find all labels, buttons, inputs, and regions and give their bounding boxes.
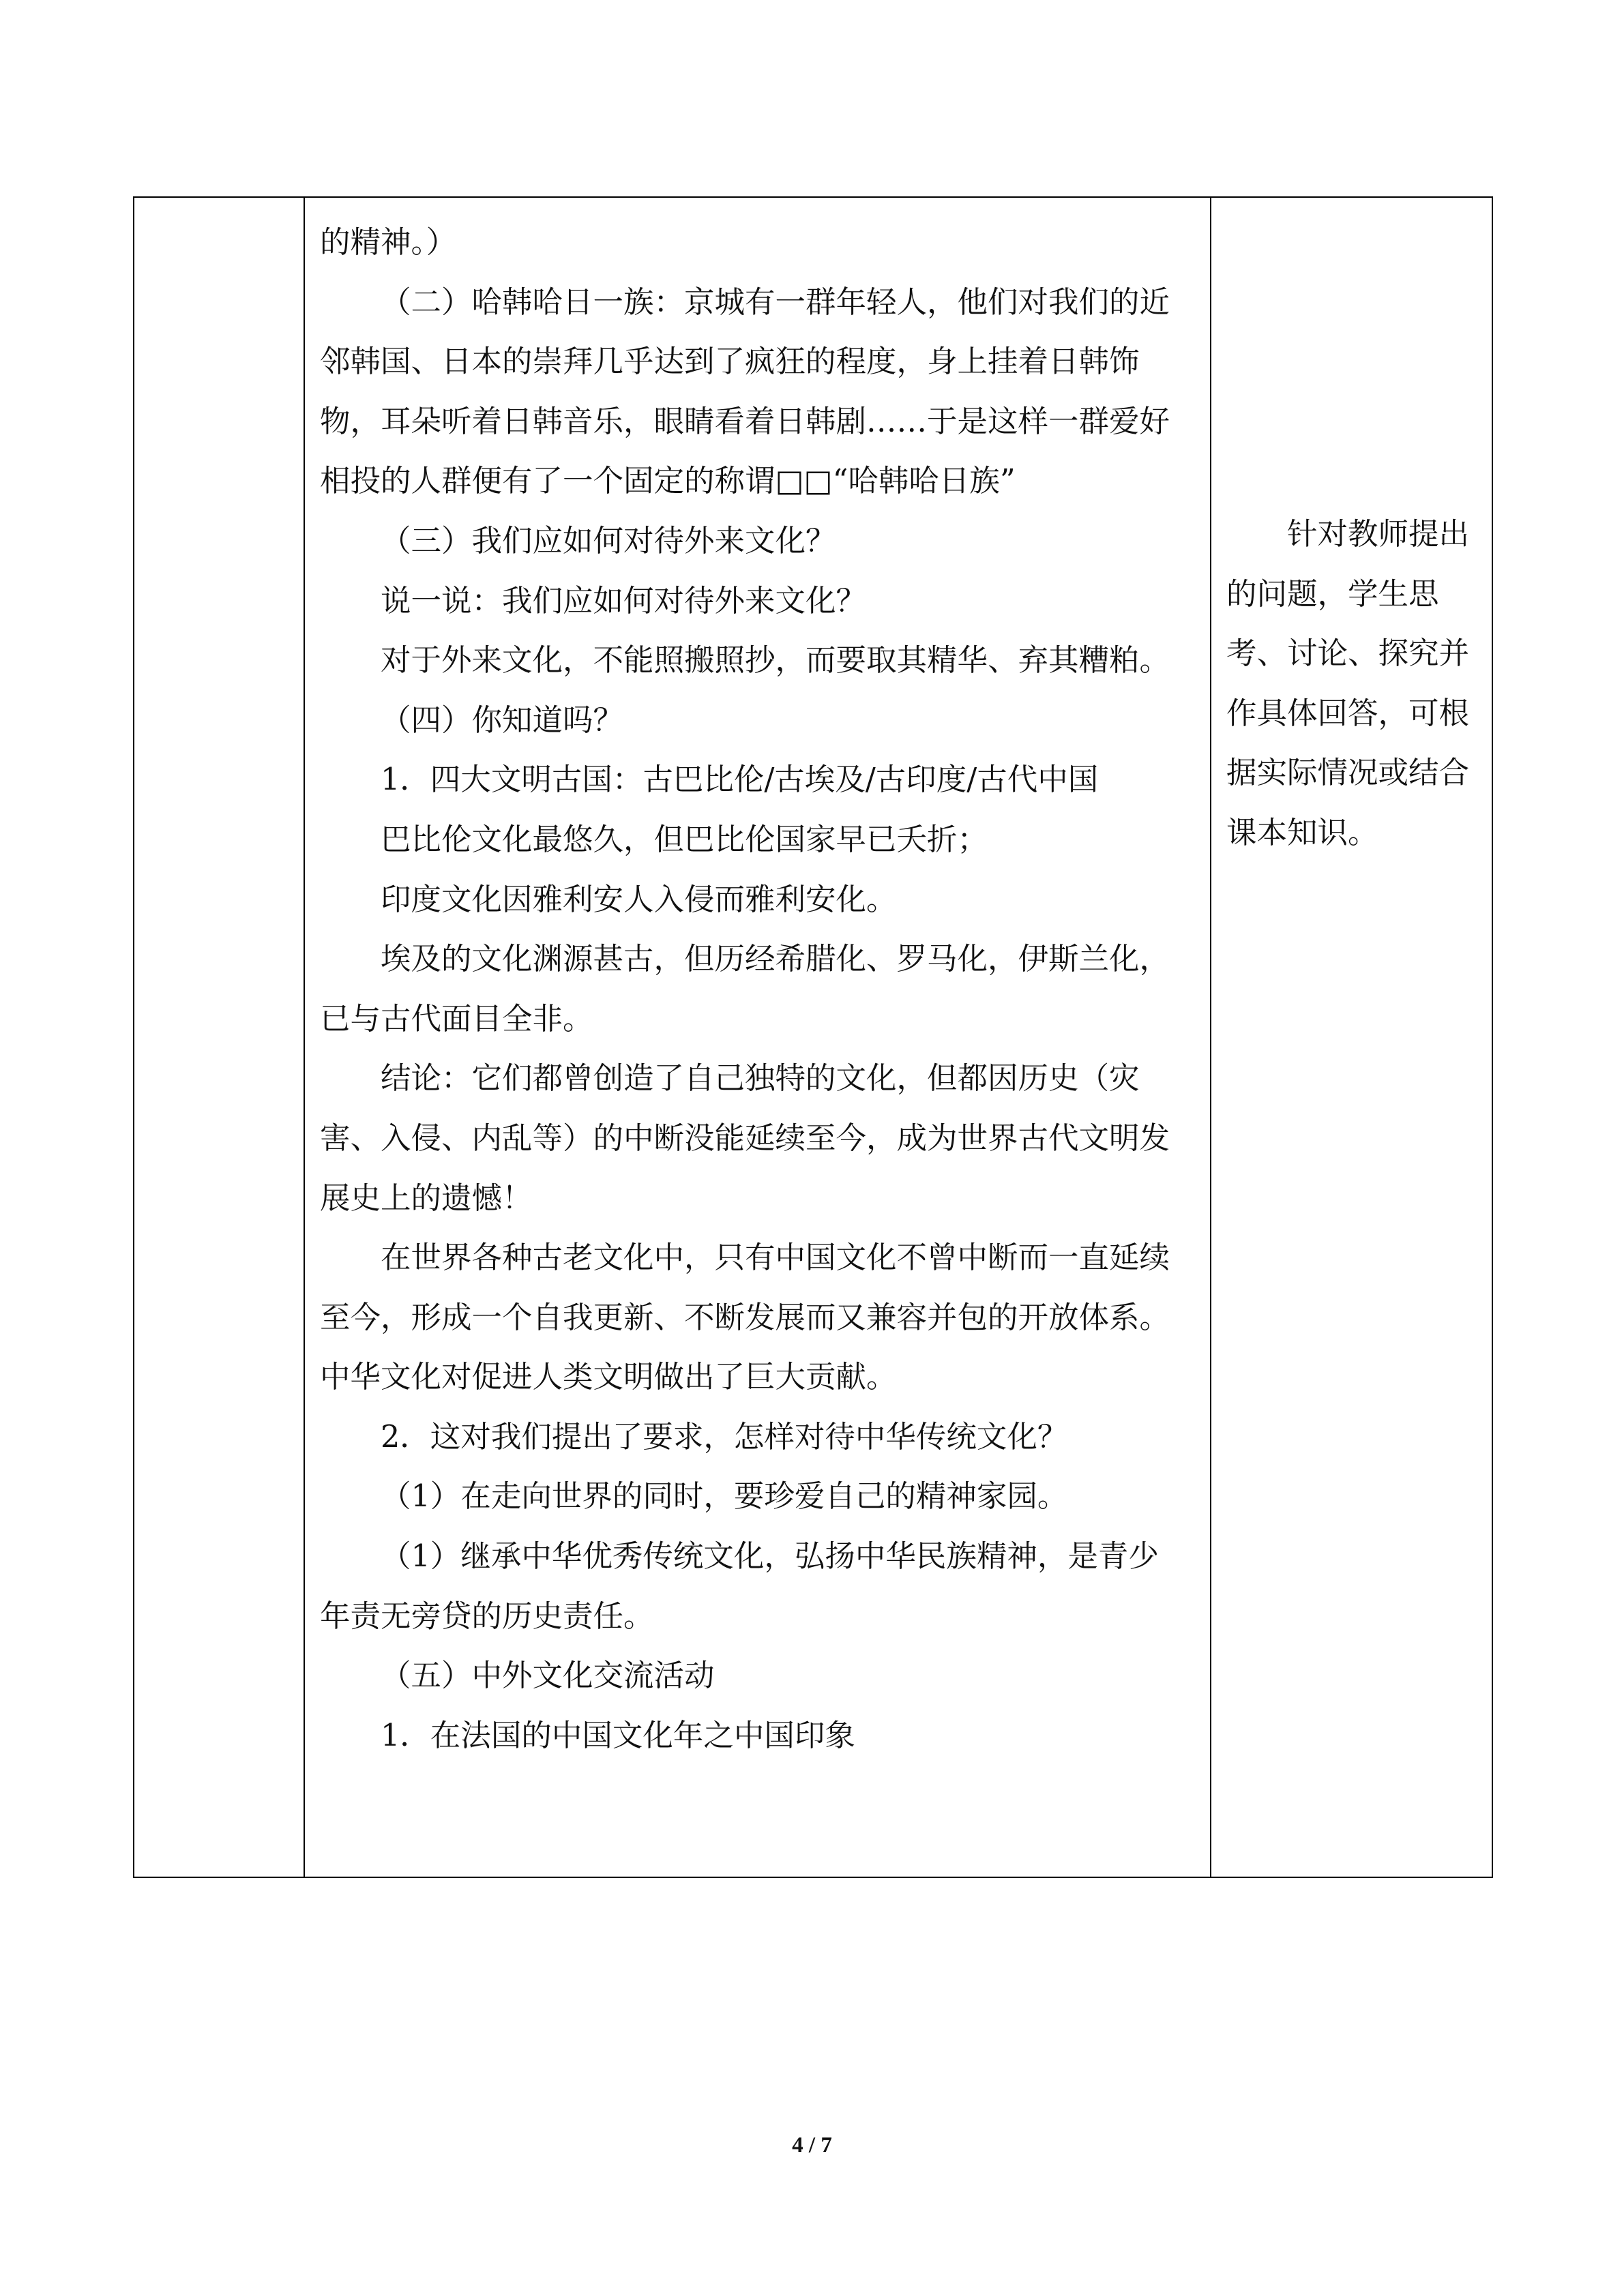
paragraph-discussion-prompt: 说一说：我们应如何对待外来文化？	[381, 583, 867, 618]
table-row	[134, 197, 1492, 1877]
paragraph-point-1b: （1）继承中华优秀传统文化，弘扬中华民族精神，是青少年责无旁贷的历史责任。	[320, 1539, 1159, 1634]
side-note-text: 针对教师提出的问题，学生思考、讨论、探究并作具体回答，可根据实际情况或结合课本知识。	[1226, 517, 1470, 850]
paragraph-hanri-group: （二）哈韩哈日一族：京城有一群年轻人，他们对我们的近邻韩国、日本的崇拜几乎达到了疯狂的程度，身上挂着日韩饰物，耳朵听着日韩音乐，眼睛看着日韩剧……于是这样一群爱好相投的人群便有了一个固定的称谓□□“哈韩哈日族”	[320, 284, 1170, 499]
side-note-cell	[1211, 197, 1492, 1877]
main-content-cell	[304, 197, 1211, 1877]
paragraph-france-china-year: 1．在法国的中国文化年之中国印象	[381, 1718, 855, 1753]
paragraph-point-1a: （1）在走向世界的同时，要珍爱自己的精神家园。	[381, 1479, 1068, 1515]
heading-cultural-exchange: （五）中外文化交流活动	[381, 1658, 715, 1694]
paragraph-babylon: 巴比伦文化最悠久，但巴比伦国家早已夭折；	[381, 822, 988, 857]
paragraph-chinese-culture: 在世界各种古老文化中，只有中国文化不曾中断而一直延续至今，形成一个自我更新、不断发展而又兼容并包的开放体系。中华文化对促进人类文明做出了巨大贡献。	[320, 1240, 1170, 1395]
paragraph-requirements: 2．这对我们提出了要求，怎样对待中华传统文化？	[381, 1419, 1068, 1455]
paragraph-foreign-culture-answer: 对于外来文化，不能照搬照抄，而要取其精华、弃其糟粕。	[381, 643, 1170, 679]
paragraph-india: 印度文化因雅利安人入侵而雅利安化。	[381, 882, 897, 917]
main-content	[305, 198, 1210, 1765]
paragraph-egypt: 埃及的文化渊源甚古，但历经希腊化、罗马化，伊斯兰化，已与古代面目全非。	[320, 942, 1170, 1037]
heading-foreign-culture: （三）我们应如何对待外来文化？	[381, 523, 836, 558]
left-column-cell	[134, 197, 304, 1877]
page-number: 4 / 7	[792, 2133, 832, 2158]
lesson-table	[133, 196, 1493, 1878]
heading-did-you-know: （四）你知道吗？	[381, 702, 624, 738]
paragraph-conclusion: 结论：它们都曾创造了自己独特的文化，但都因历史（灾害、入侵、内乱等）的中断没能延续至今，成为世界古代文明发展史上的遗憾！	[320, 1061, 1170, 1216]
paragraph-four-civilizations: 1．四大文明古国：古巴比伦/古埃及/古印度/古代中国	[381, 762, 1099, 798]
paragraph-continuation: 的精神。）	[320, 225, 457, 260]
side-note	[1211, 198, 1492, 863]
